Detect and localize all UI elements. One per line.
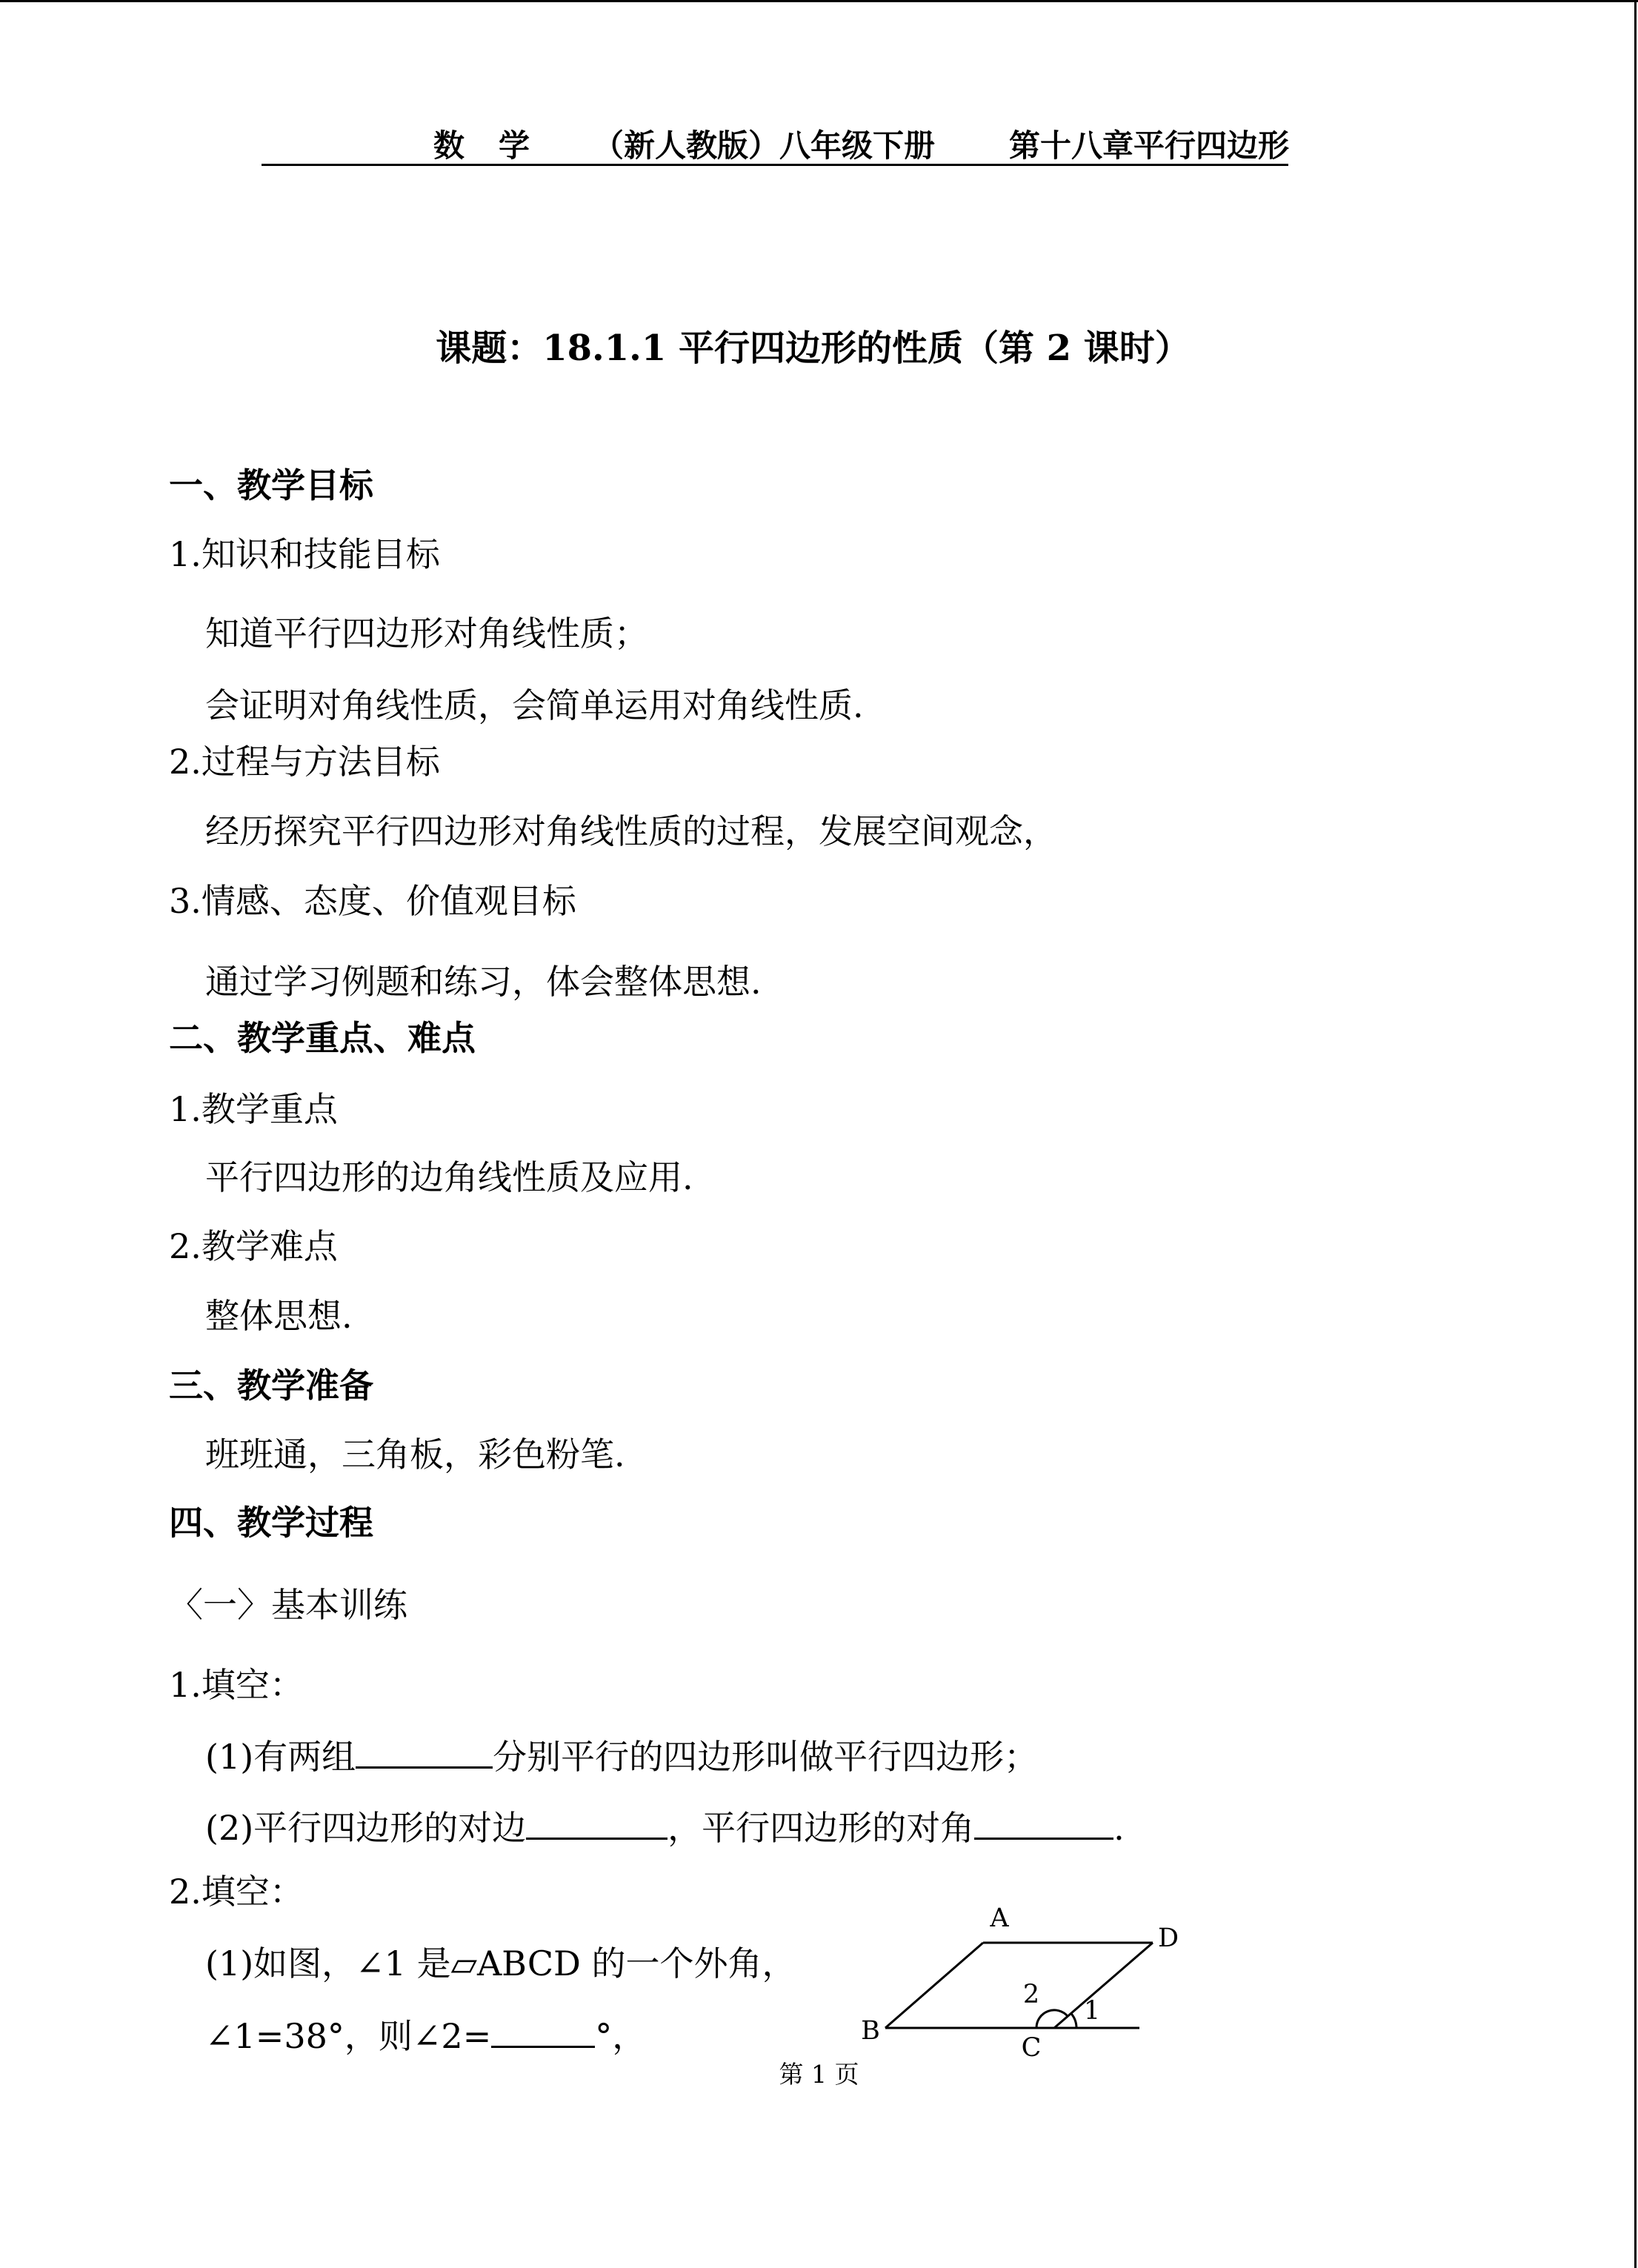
page-number: 第 1 页 (779, 2060, 859, 2089)
vertex-label-d: D (1157, 1923, 1179, 1953)
section-heading-preparation: 三、教学准备 (169, 1366, 373, 1406)
knowledge-goal-label: 1.知识和技能目标 (169, 534, 440, 574)
question-text: 分别平行的四边形叫做平行四边形； (493, 1737, 1039, 1777)
question-text: (1)有两组 (205, 1737, 356, 1777)
header-edition: （新人教版）八年级下册 (593, 127, 936, 164)
question-2-part-1-answer-line (205, 2016, 647, 2056)
section-heading-key-points: 二、教学重点、难点 (169, 1018, 476, 1058)
subheading-basic-training: 〈一〉基本训练 (169, 1585, 407, 1625)
question-2-part-1: (1)如图，∠1 是▱ABCD 的一个外角， (205, 1943, 796, 1983)
header-subject-char-2: 学 (499, 127, 530, 164)
question-1-label: 1.填空： (169, 1665, 304, 1705)
header-underline (262, 164, 1288, 166)
line-ab (885, 1943, 983, 2028)
angle-1-arc (1071, 2013, 1076, 2028)
angle-label-1: 1 (1083, 1996, 1101, 2026)
angle-label-2: 2 (1022, 1980, 1040, 2009)
emotion-goal-line: 通过学习例题和练习，体会整体思想. (205, 962, 762, 1002)
difficulty-text: 整体思想. (205, 1296, 353, 1336)
process-goal-label: 2.过程与方法目标 (169, 742, 440, 782)
focus-text: 平行四边形的边角线性质及应用. (205, 1157, 693, 1197)
question-text: ∠1=38°，则∠2= (205, 2016, 492, 2056)
parallelogram-figure (845, 1897, 1185, 2067)
question-1-part-1 (205, 1737, 1039, 1777)
section-heading-teaching-process: 四、教学过程 (169, 1503, 373, 1543)
focus-label: 1.教学重点 (169, 1089, 338, 1129)
page-frame-top (0, 0, 1638, 2)
vertex-label-b: B (861, 2016, 880, 2046)
question-1-part-2 (205, 1808, 1125, 1848)
answer-blank (974, 1808, 1113, 1840)
question-text: ，平行四边形的对角 (667, 1808, 975, 1848)
header-subject-char-1: 数 (433, 127, 465, 164)
knowledge-goal-line: 会证明对角线性质，会简单运用对角线性质. (205, 685, 864, 725)
process-goal-line: 经历探究平行四边形对角线性质的过程，发展空间观念， (205, 811, 1057, 851)
header-chapter: 第十八章平行四边形 (1009, 127, 1290, 164)
emotion-goal-label: 3.情感、态度、价值观目标 (169, 881, 576, 921)
vertex-label-a: A (990, 1903, 1009, 1933)
question-text: (2)平行四边形的对边 (205, 1808, 527, 1848)
preparation-text: 班班通，三角板，彩色粉笔. (205, 1434, 625, 1474)
question-text: . (1113, 1808, 1125, 1848)
section-heading-objectives: 一、教学目标 (169, 465, 373, 505)
question-2-label: 2.填空： (169, 1872, 304, 1912)
question-text: °， (595, 2016, 647, 2056)
vertex-label-c: C (1021, 2033, 1042, 2063)
answer-blank (526, 1808, 667, 1840)
difficulty-label: 2.教学难点 (169, 1226, 338, 1266)
answer-blank (491, 2016, 595, 2048)
answer-blank (356, 1737, 493, 1769)
lesson-title: 课题：18.1.1 平行四边形的性质（第 2 课时） (436, 327, 1191, 369)
knowledge-goal-line: 知道平行四边形对角线性质； (205, 613, 648, 654)
page-frame-right (1634, 0, 1637, 2268)
line-dc (1054, 1943, 1153, 2028)
